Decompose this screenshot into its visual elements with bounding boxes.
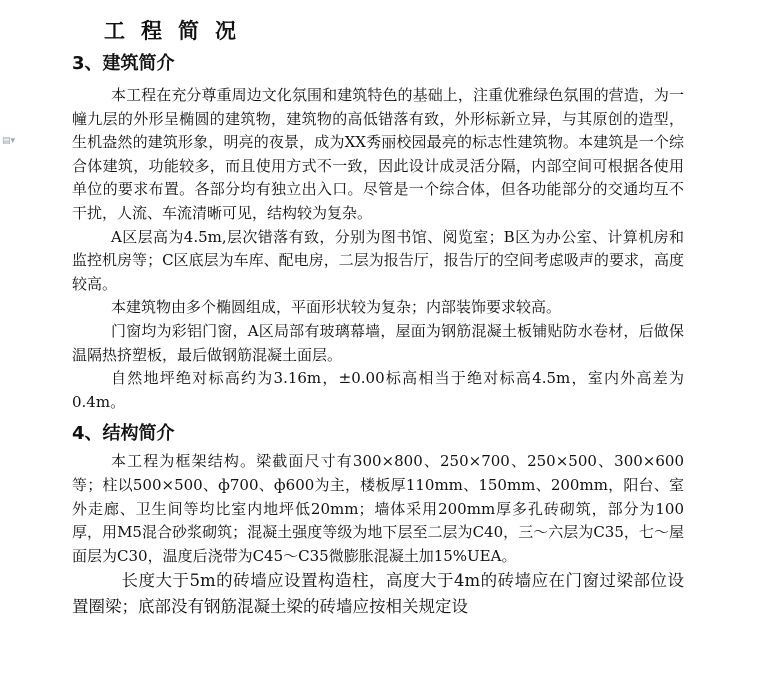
document-page <box>72 14 772 620</box>
section-4-paragraph: 长度大于5m的砖墙应设置构造柱，高度大于4m的砖墙应在门窗过梁部位设置圈梁；底部没有钢筋混凝土梁的砖墙应按相关规定设 <box>72 571 684 617</box>
section-4-paragraph: 本工程为框架结构。梁截面尺寸有300×800、250×700、250×500、300×600等；柱以500×500、ф700、ф600为主，楼板厚110mm、150mm、200mm，阳台、室外走廊、卫生间等均比室内地坪低20mm；墙体采用200mm厚多孔砖砌筑，部分为100厚，用M5混合砂浆砌筑；混凝土强度等级为地下层至二层为C40，三～六层为C35，七～屋面层为C30，温度后浇带为C45～C35微膨胀混凝土加15%UEA。 <box>72 452 684 565</box>
section-4-heading: 4、结构简介 <box>72 423 175 445</box>
page-title: 工程简况 <box>104 19 252 43</box>
section-3-paragraph: A区层高为4.5m,层次错落有致，分别为图书馆、阅览室；B区为办公室、计算机房和监控机房等；C区底层为车库、配电房，二层为报告厅，报告厅的空间考虑吸声的要求，高度较高。 <box>72 227 684 293</box>
section-3-paragraph: 本建筑物由多个椭圆组成，平面形状较为复杂；内部装饰要求较高。 <box>111 298 562 317</box>
section-3-body <box>72 84 772 414</box>
margin-marker-icon: ▤▾ <box>2 136 16 146</box>
section-3-heading: 3、建筑简介 <box>72 53 175 74</box>
section-3-paragraph: 自然地坪绝对标高约为3.16m，±0.00标高相当于绝对标高4.5m，室内外高差为0.4m。 <box>72 369 684 411</box>
section-3-paragraph: 门窗均为彩铝门窗，A区局部有玻璃幕墙，屋面为钢筋混凝土板铺贴防水卷材，后做保温隔热挤塑板，最后做钢筋混凝土面层。 <box>72 321 684 364</box>
section-3-paragraph: 本工程在充分尊重周边文化氛围和建筑特色的基础上，注重优雅绿色氛围的营造，为一幢九层的外形呈椭圆的建筑物，建筑物的高低错落有致，外形标新立异，与其原创的造型，生机盎然的建筑形象，明亮的夜景，成为XX秀丽校园最亮的标志性建筑物。本建筑是一个综合体建筑，功能较多，而且使用方式不一致，因此设计成灵活分隔，内部空间可根据各使用单位的要求布置。各部分均有独立出入口。尽管是一个综合体，但各功能部分的交通均互不干扰，人流、车流清晰可见，结构较为复杂。 <box>72 86 684 222</box>
section-4-body <box>72 450 772 620</box>
